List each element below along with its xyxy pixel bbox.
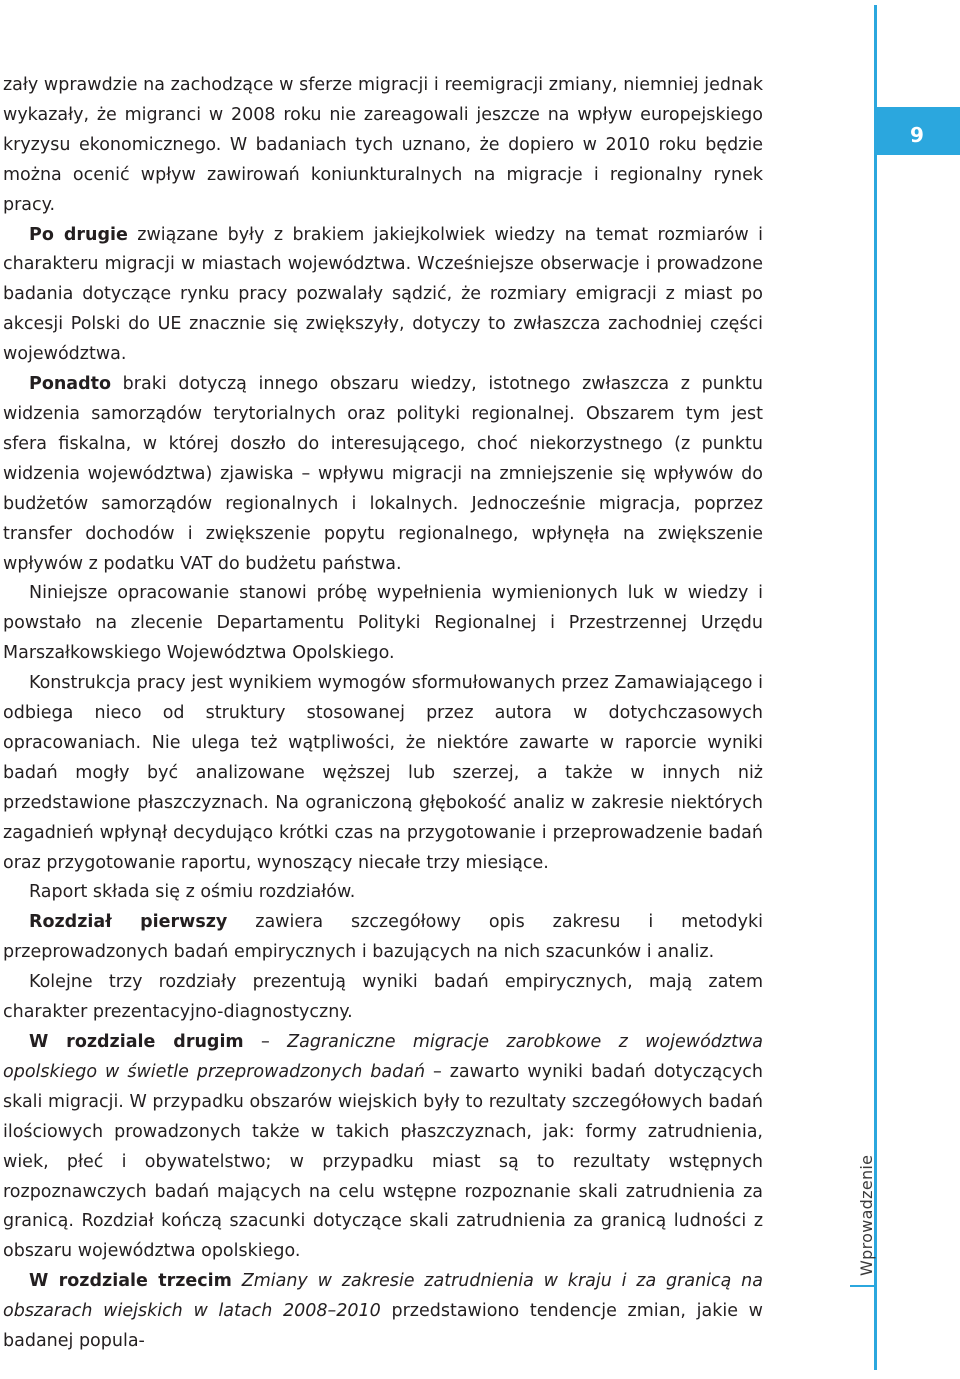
lead-bold: W rozdziale drugim xyxy=(29,1032,244,1052)
paragraph-8: Kolejne trzy rozdziały prezentują wyniki badań empirycznych, mają zatem charakter prezentacyjno-diagnostyczny. xyxy=(3,972,763,1023)
sidebar-label-wrap xyxy=(857,1154,876,1294)
lead-bold: Po drugie xyxy=(29,224,128,245)
paragraph-1: zały wprawdzie na zachodzące w sferze migracji i reemigracji zmiany, niemniej jednak wykazały, że migranci w 2008 roku nie zareagowali jeszcze na wpływ europejskiego kryzysu ekonomicznego. W badaniach tych uznano, że dopiero w 2010 roku będzie można ocenić wpływ zawirowań koniunkturalnych na migracje i regionalny rynek pracy. xyxy=(3,75,763,215)
page-number: 9 xyxy=(874,107,960,155)
paragraph-10: W rozdziale trzecim Zmiany w zakresie zatrudnienia w kraju i za granicą na obszarach wiejskich w latach 2008–2010 przedstawiono tendencje zmian, jakie w badanej popula- xyxy=(3,1271,763,1352)
paragraph-6: Raport składa się z ośmiu rozdziałów. xyxy=(29,882,356,903)
paragraph-3: Ponadto braki dotyczą innego obszaru wiedzy, istotnego zwłaszcza z punktu widzenia samorządów terytorialnych oraz polityki regionalnej. Obszarem tym jest sfera fiskalna, w której doszło do interesującego, choć niekorzystnego (z punktu widzenia województwa) zjawiska – wpływu migracji na zmniejszenie się wpływów do budżetów samorządów regionalnych i lokalnych. Jednocześnie migracja, poprzez transfer dochodów i zwiększenie popytu regionalnego, wpłynęła na zwiększenie wpływów z podatku VAT do budżetu państwa. xyxy=(3,374,763,574)
chapter-title: Zmiany w zakresie zatrudnienia w kraju i za granicą na obszarach wiejskich w latach 2008–2010 xyxy=(3,1271,763,1322)
lead-bold: W rozdziale trzecim xyxy=(29,1271,232,1292)
paragraph-9: W rozdziale drugim – Zagraniczne migracje zarobkowe z województwa opolskiego w świetle przeprowadzonych badań – zawarto wyniki badań dotyczących skali migracji. W przypadku obszarów wiejskich były to rezultaty szczegółowych badań ilościowych prowadzonych także w takich płaszczyznach, jak: formy zatrudnienia, wiek, płeć i obywatelstwo; w przypadku miast są to rezultaty wstępnych rozpoznawczych badań mających na celu wstępne rozpoznanie skali zatrudnienia za granicą. Rozdział kończą szacunki dotyczące skali zatrudnienia za granicą ludności z obszaru województwa opolskiego. xyxy=(3,1032,764,1262)
paragraph-2: Po drugie związane były z brakiem jakiejkolwiek wiedzy na temat rozmiarów i charakteru migracji w miastach województwa. Wcześniejsze obserwacje i prowadzone badania dotyczące rynku pracy pozwalały sądzić, że rozmiary emigracji z miast po akcesji Polski do UE znacznie się zwiększyły, dotyczy to zwłaszcza zachodniej części województwa. xyxy=(3,224,764,365)
section-label: Wprowadzenie xyxy=(857,1154,876,1276)
lead-bold: Rozdział pierwszy xyxy=(29,912,228,933)
chapter-title: Zagraniczne migracje zarobkowe z województwa opolskiego w świetle przeprowadzonych badań xyxy=(3,1032,764,1082)
lead-bold: Ponadto xyxy=(29,374,112,395)
paragraph-7: Rozdział pierwszy zawiera szczegółowy opis zakresu i metodyki przeprowadzonych badań empirycznych i bazujących na nich szacunków i analiz. xyxy=(3,912,763,963)
paragraph-4: Niniejsze opracowanie stanowi próbę wypełnienia wymienionych luk w wiedzy i powstało na zlecenie Departamentu Polityki Regionalnej i Przestrzennej Urzędu Marszałkowskiego Województwa Opolskiego. xyxy=(3,583,763,664)
sidebar-tick xyxy=(850,1285,874,1287)
body-text xyxy=(3,71,763,1357)
paragraph-5: Konstrukcja pracy jest wynikiem wymogów sformułowanych przez Zamawiającego i odbiega nieco od struktury stosowanej przez autora w dotychczasowych opracowaniach. Nie ulega też wątpliwości, że niektóre zawarte w raporcie wyniki badań mogły być analizowane węższej lub szerzej, a także w innych niż przedstawione płaszczyznach. Na ograniczoną głębokość analiz w zakresie niektórych zagadnień wpłynął decydująco krótki czas na przygotowanie i przeprowadzenie badań oraz przygotowanie raportu, wynoszący niecałe trzy miesiące. xyxy=(3,673,763,873)
